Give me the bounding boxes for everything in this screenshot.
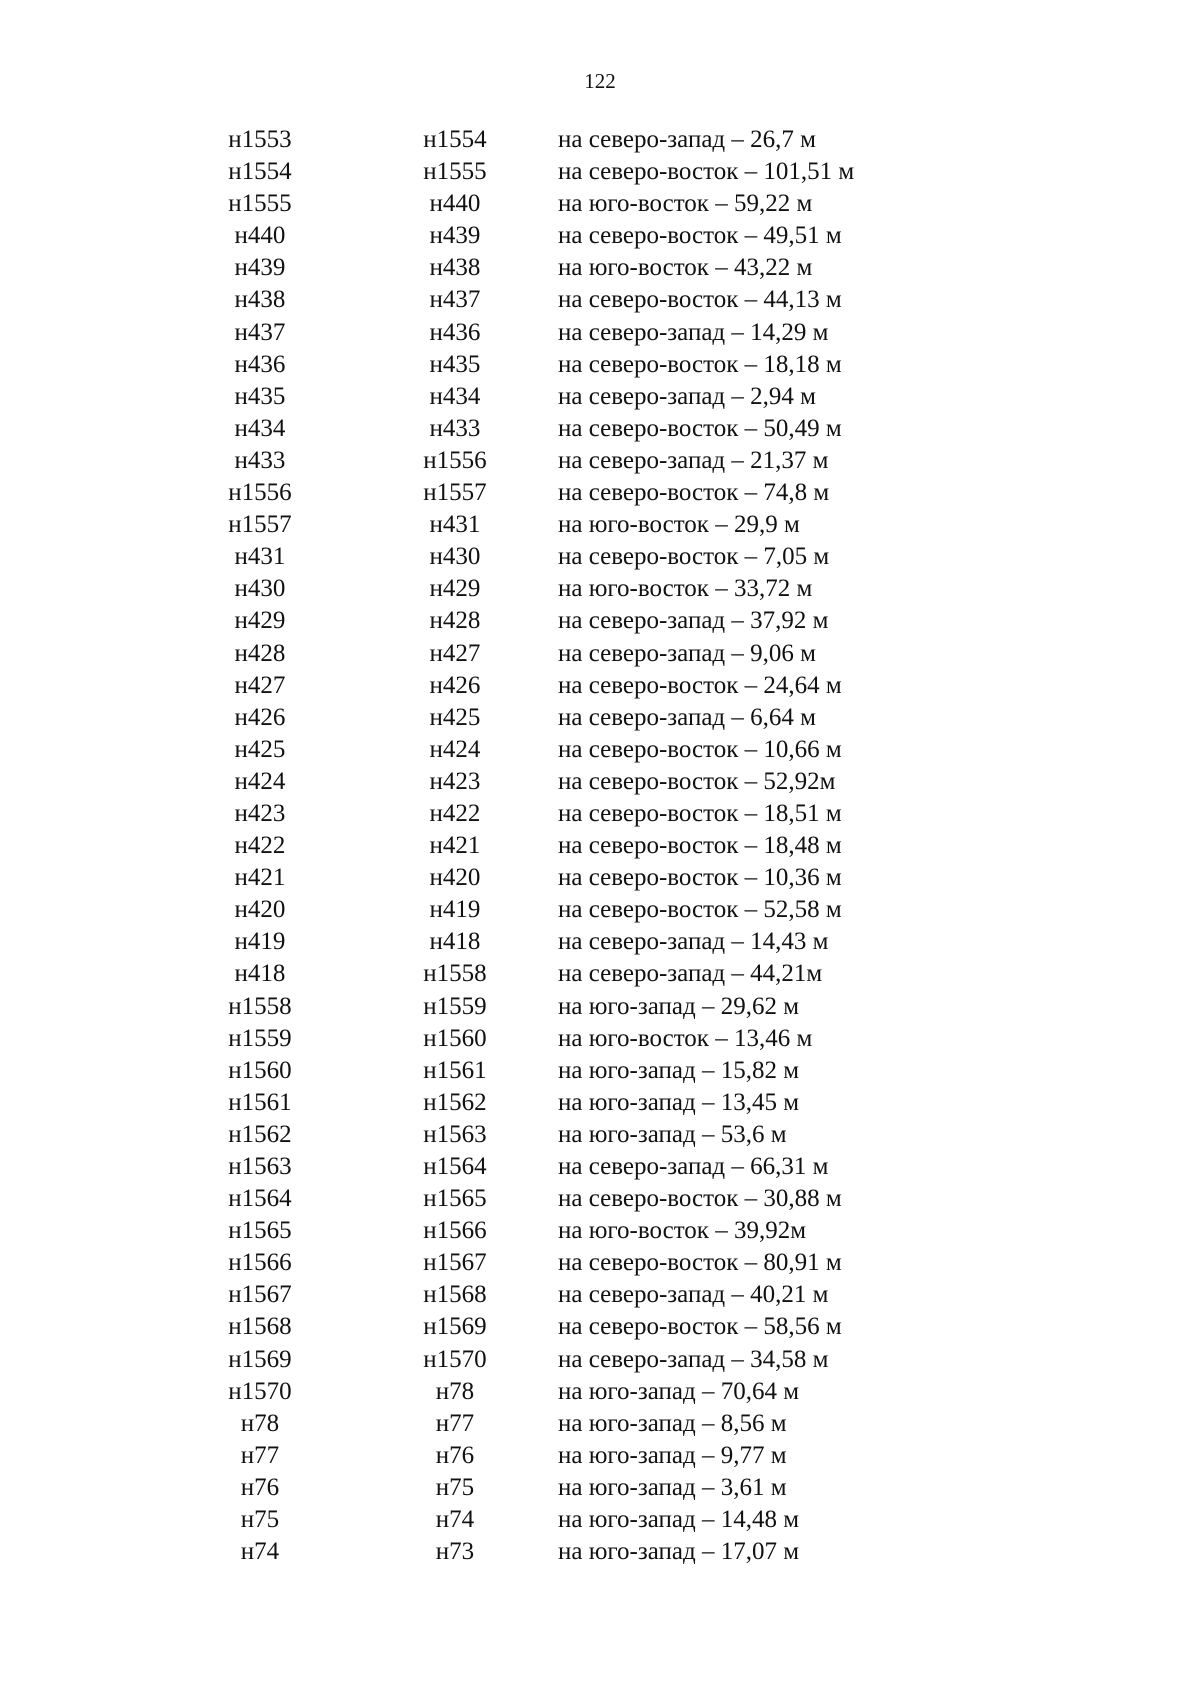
table-row [0, 445, 1200, 477]
point-from: н76 [240, 1473, 280, 1501]
segment-description: на северо-запад – 40,21 м [558, 1281, 829, 1309]
point-to: н427 [429, 639, 481, 667]
segment-description: на северо-запад – 9,06 м [558, 639, 816, 667]
segment-description: на северо-восток – 30,88 м [558, 1185, 842, 1213]
point-from: н1559 [228, 1024, 292, 1052]
segment-description: на северо-восток – 52,58 м [558, 896, 842, 924]
segment-description: на северо-восток – 58,56 м [558, 1313, 842, 1341]
point-to: н78 [435, 1377, 475, 1405]
point-to: н1564 [423, 1153, 487, 1180]
point-to: н1561 [423, 1056, 487, 1084]
table-row [0, 1344, 1200, 1376]
point-from: н1564 [228, 1185, 292, 1213]
point-to: н429 [429, 575, 481, 603]
segment-description: на северо-запад – 34,58 м [558, 1345, 829, 1373]
point-to: н423 [429, 767, 481, 795]
point-from: н78 [240, 1409, 280, 1437]
point-from: н1567 [228, 1281, 292, 1309]
point-to: н75 [435, 1473, 475, 1501]
point-to: н1559 [423, 992, 487, 1020]
point-from: н423 [234, 799, 286, 827]
table-row [0, 1279, 1200, 1311]
table-row [0, 188, 1200, 220]
point-to: н418 [429, 928, 481, 956]
table-row [0, 1183, 1200, 1215]
point-to: н1558 [423, 960, 487, 988]
segment-description: на северо-восток – 18,18 м [558, 350, 842, 378]
point-from: н1557 [228, 511, 292, 539]
point-from: н425 [234, 735, 286, 763]
table-row [0, 958, 1200, 990]
point-from: н440 [234, 222, 286, 250]
segment-description: на юго-восток – 29,9 м [558, 511, 800, 539]
segment-description: на северо-восток – 18,51 м [558, 799, 842, 827]
segment-description: на северо-восток – 74,8 м [558, 479, 830, 507]
point-to: н435 [429, 350, 481, 378]
table-row [0, 926, 1200, 958]
table-row [0, 1087, 1200, 1119]
segment-description: на юго-запад – 70,64 м [558, 1377, 800, 1405]
point-from: н77 [240, 1441, 280, 1469]
point-to: н1557 [423, 479, 487, 507]
segment-description: на северо-запад – 6,64 м [558, 703, 816, 731]
table-row [0, 541, 1200, 573]
point-from: н431 [234, 543, 286, 571]
point-from: н75 [240, 1506, 280, 1534]
table-row [0, 605, 1200, 637]
point-from: н1556 [228, 479, 292, 507]
table-row [0, 1504, 1200, 1536]
point-from: н435 [234, 382, 286, 410]
point-to: н1566 [423, 1217, 487, 1245]
point-from: н1569 [228, 1345, 292, 1373]
point-to: н77 [435, 1409, 475, 1437]
table-row [0, 413, 1200, 445]
point-from: н421 [234, 864, 286, 892]
segment-description: на северо-восток – 44,13 м [558, 286, 842, 314]
point-from: н74 [240, 1538, 280, 1566]
point-to: н421 [429, 832, 481, 860]
point-from: н428 [234, 639, 286, 667]
segment-description: на юго-запад – 15,82 м [558, 1056, 800, 1084]
point-from: н430 [234, 575, 286, 603]
point-from: н1555 [228, 190, 292, 218]
table-row [0, 766, 1200, 798]
point-to: н73 [435, 1538, 475, 1566]
point-to: н1563 [423, 1120, 487, 1148]
point-to: н1565 [423, 1185, 487, 1213]
segment-description: на северо-запад – 37,92 м [558, 607, 829, 635]
point-from: н1563 [228, 1153, 292, 1180]
page-number: 122 [584, 69, 616, 93]
point-to: н434 [429, 382, 481, 410]
point-to: н433 [429, 414, 481, 442]
segment-description: на северо-запад – 14,29 м [558, 318, 829, 346]
point-to: н419 [429, 896, 481, 924]
table-row [0, 734, 1200, 766]
point-from: н1554 [228, 158, 292, 186]
segment-description: на юго-восток – 59,22 м [558, 190, 813, 218]
point-from: н1558 [228, 992, 292, 1020]
table-row [0, 509, 1200, 541]
table-row [0, 670, 1200, 702]
table-row [0, 862, 1200, 894]
table-row [0, 1408, 1200, 1440]
segment-description: на северо-восток – 80,91 м [558, 1249, 842, 1277]
segment-description: на северо-восток – 10,36 м [558, 864, 842, 892]
segment-description: на северо-запад – 21,37 м [558, 446, 829, 474]
segment-description: на северо-восток – 7,05 м [558, 543, 830, 571]
point-to: н1562 [423, 1088, 487, 1116]
table-row [0, 349, 1200, 381]
point-to: н1568 [423, 1281, 487, 1309]
point-to: н74 [435, 1506, 475, 1534]
table-row [0, 1215, 1200, 1247]
table-row [0, 1440, 1200, 1472]
segment-description: на северо-запад – 2,94 м [558, 382, 816, 410]
point-to: н440 [429, 190, 481, 218]
point-to: н426 [429, 671, 481, 699]
point-to: н76 [435, 1441, 475, 1469]
segment-description: на юго-восток – 39,92м [558, 1217, 807, 1245]
segment-description: на юго-запад – 13,45 м [558, 1088, 800, 1116]
point-from: н1568 [228, 1313, 292, 1341]
table-row [0, 1536, 1200, 1568]
segment-description: на северо-восток – 101,51 м [558, 158, 855, 186]
point-from: н418 [234, 960, 286, 988]
table-row [0, 220, 1200, 252]
segment-description: на северо-восток – 18,48 м [558, 832, 842, 860]
point-from: н1553 [228, 126, 292, 153]
point-from: н419 [234, 928, 286, 956]
segment-description: на юго-запад – 9,77 м [558, 1441, 787, 1469]
point-from: н429 [234, 607, 286, 635]
table-row [0, 317, 1200, 349]
segment-description: на северо-запад – 44,21м [558, 960, 823, 988]
point-from: н424 [234, 767, 286, 795]
table-row [0, 638, 1200, 670]
point-from: н439 [234, 254, 286, 282]
table-row [0, 284, 1200, 316]
segment-description: на юго-запад – 17,07 м [558, 1538, 800, 1566]
table-row [0, 1151, 1200, 1183]
point-from: н420 [234, 896, 286, 924]
table-row [0, 1472, 1200, 1504]
point-to: н437 [429, 286, 481, 314]
segment-description: на северо-запад – 14,43 м [558, 928, 829, 956]
point-from: н1570 [228, 1377, 292, 1405]
segment-description: на юго-запад – 14,48 м [558, 1506, 800, 1534]
segment-description: на юго-восток – 33,72 м [558, 575, 813, 603]
point-from: н1565 [228, 1217, 292, 1245]
point-to: н428 [429, 607, 481, 635]
point-to: н439 [429, 222, 481, 250]
point-to: н424 [429, 735, 481, 763]
segment-description: на северо-запад – 26,7 м [558, 126, 816, 153]
point-to: н1570 [423, 1345, 487, 1373]
segment-description: на юго-запад – 53,6 м [558, 1120, 787, 1148]
table-row [0, 830, 1200, 862]
table-row [0, 1376, 1200, 1408]
table-row [0, 1247, 1200, 1279]
table-row [0, 381, 1200, 413]
segment-description: на северо-восток – 24,64 м [558, 671, 842, 699]
table-row [0, 252, 1200, 284]
point-from: н1561 [228, 1088, 292, 1116]
point-to: н1569 [423, 1313, 487, 1341]
segment-description: на северо-восток – 10,66 м [558, 735, 842, 763]
table-row [0, 1055, 1200, 1087]
point-to: н438 [429, 254, 481, 282]
segment-description: на северо-восток – 49,51 м [558, 222, 842, 250]
point-to: н425 [429, 703, 481, 731]
segment-description: на северо-восток – 52,92м [558, 767, 836, 795]
table-row [0, 1119, 1200, 1151]
segment-description: на северо-запад – 66,31 м [558, 1153, 829, 1180]
point-to: н1556 [423, 446, 487, 474]
point-to: н1560 [423, 1024, 487, 1052]
point-to: н430 [429, 543, 481, 571]
segment-description: на юго-запад – 29,62 м [558, 992, 800, 1020]
segment-description: на юго-восток – 43,22 м [558, 254, 813, 282]
table-row [0, 124, 1200, 156]
point-from: н434 [234, 414, 286, 442]
segment-description: на юго-запад – 8,56 м [558, 1409, 787, 1437]
point-from: н437 [234, 318, 286, 346]
table-row [0, 156, 1200, 188]
table-row [0, 894, 1200, 926]
segment-description: на северо-восток – 50,49 м [558, 414, 842, 442]
point-from: н433 [234, 446, 286, 474]
point-from: н422 [234, 832, 286, 860]
table-row [0, 702, 1200, 734]
point-from: н427 [234, 671, 286, 699]
point-from: н1562 [228, 1120, 292, 1148]
table-row [0, 798, 1200, 830]
segment-description: на юго-восток – 13,46 м [558, 1024, 813, 1052]
point-from: н436 [234, 350, 286, 378]
point-to: н1555 [423, 158, 487, 186]
point-to: н422 [429, 799, 481, 827]
segment-description: на юго-запад – 3,61 м [558, 1473, 787, 1501]
table-row [0, 991, 1200, 1023]
point-from: н1566 [228, 1249, 292, 1277]
point-from: н1560 [228, 1056, 292, 1084]
point-to: н1567 [423, 1249, 487, 1277]
point-to: н431 [429, 511, 481, 539]
point-from: н438 [234, 286, 286, 314]
point-to: н436 [429, 318, 481, 346]
point-to: н1554 [423, 126, 487, 153]
table-row [0, 1023, 1200, 1055]
point-to: н420 [429, 864, 481, 892]
point-from: н426 [234, 703, 286, 731]
table-row [0, 573, 1200, 605]
boundary-description-table [0, 124, 1200, 1568]
table-row [0, 1311, 1200, 1343]
table-row [0, 477, 1200, 509]
